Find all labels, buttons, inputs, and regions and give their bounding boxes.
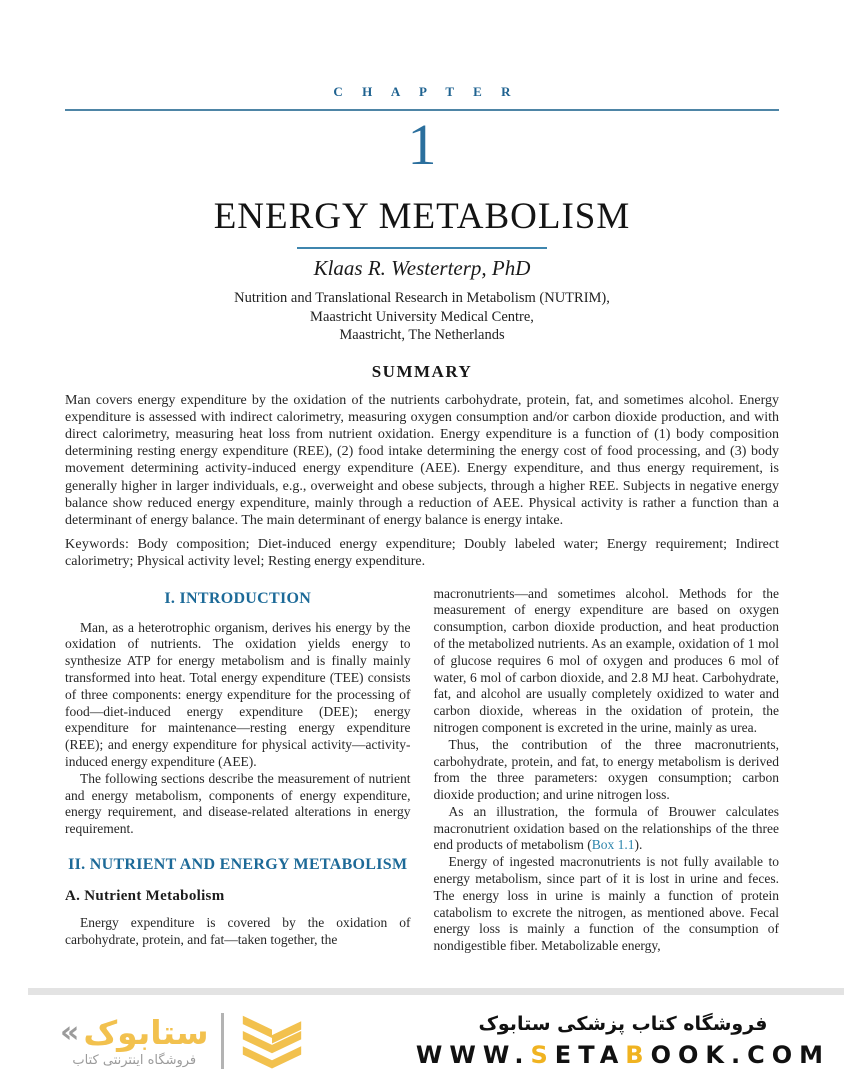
watermark-footer bbox=[0, 1002, 844, 1080]
section-heading-introduction: I. INTRODUCTION bbox=[164, 589, 312, 607]
url-part: WWW. bbox=[415, 1041, 531, 1069]
chapter-rule bbox=[65, 109, 779, 111]
chapter-label: C H A P T E R bbox=[333, 84, 519, 99]
box-1-1-link[interactable]: Box 1.1 bbox=[591, 837, 635, 853]
nutrient-paragraph-1: Energy expenditure is covered by the oxidation of carbohydrate, protein, and fat—taken together, the bbox=[65, 914, 411, 947]
setabook-logo-text bbox=[60, 1012, 209, 1068]
setabook-url-link[interactable] bbox=[416, 1041, 830, 1069]
setabook-wordmark-row bbox=[60, 1012, 209, 1052]
url-part: ETA bbox=[554, 1041, 626, 1069]
keywords-text: Body composition; Diet-induced energy expenditure; Doubly labeled water; Energy requirement; Indirect calorimetry; Physical activity level; Resting energy expenditure. bbox=[65, 537, 779, 570]
chapter-number: 1 bbox=[407, 112, 437, 177]
url-part-highlight: S bbox=[530, 1041, 555, 1069]
right-paragraph-3-end: ). bbox=[634, 837, 643, 853]
affiliation bbox=[65, 289, 779, 345]
page-content bbox=[65, 84, 779, 955]
summary-heading: SUMMARY bbox=[371, 361, 473, 381]
section-heading-nutrient-energy-metabolism: II. NUTRIENT AND ENERGY METABOLISM bbox=[68, 855, 408, 873]
right-paragraph-3-text: As an illustration, the formula of Brouwer calculates macronutrient oxidation based on the relationships of the three end products of metabolism ( bbox=[433, 803, 779, 853]
footer-store-info bbox=[416, 1013, 830, 1069]
affiliation-line: Nutrition and Translational Research in Metabolism (NUTRIM), bbox=[234, 290, 610, 306]
setabook-emblem-icon bbox=[236, 1006, 308, 1076]
url-part-highlight: B bbox=[625, 1041, 651, 1069]
intro-paragraph-1: Man, as a heterotrophic organism, derives his energy by the oxidation of nutrients. The oxidation yields energy to synthesize ATP for energy metabolism and is finally mainly transformed into heat. Total energy expenditure (TEE) consists of three components: energy expenditure for the processing of food—diet-induced energy expenditure (DEE); energy expenditure for maintenance—resting energy expenditure (REE); and energy expenditure for physical activity—activity-induced energy expenditure (AEE). bbox=[65, 619, 411, 769]
keywords-paragraph bbox=[65, 536, 779, 570]
right-paragraph-2: Thus, the contribution of the three macronutrients, carbohydrate, protein, and fat, to energy metabolism is derived from the three parameters: oxygen consumption; carbon dioxide production; and urine nitrogen loss. bbox=[433, 736, 779, 803]
title-underline-rule bbox=[297, 247, 547, 249]
setabook-logo[interactable] bbox=[60, 1006, 308, 1076]
page-title: ENERGY METABOLISM bbox=[213, 196, 631, 237]
logo-divider bbox=[221, 1013, 224, 1069]
right-paragraph-4: Energy of ingested macronutrients is not fully available to energy metabolism, since part of it is lost in urine and feces. The energy loss in urine is mainly a function of protein catabolism to excrete the nitrogen, as mentioned above. Fecal energy loss is mainly a function of the consumption of nondigestible fiber. Metabolizable energy, bbox=[433, 854, 779, 954]
right-paragraph-1: macronutrients—and sometimes alcohol. Methods for the measurement of energy expenditure are based on oxygen consumption, carbon dioxide production, and heat production of the metabolized nutrients. As an example, oxidation of 1 mol of glucose requires 6 mol of oxygen and produces 6 mol of water, 6 mol of carbon dioxide, and 2.8 MJ heat. Carbohydrate, fat, and alcohol are usually completely oxidized to water and carbon dioxide, whereas in the oxidation of protein, the nitrogen component is excreted in the urine, mainly as urea. bbox=[433, 585, 779, 735]
setabook-wordmark: ستابوک bbox=[83, 1012, 209, 1052]
store-name-farsi: فروشگاه کتاب پزشکی ستابوک bbox=[478, 1013, 768, 1035]
right-paragraph-3 bbox=[434, 804, 780, 854]
keywords-label: Keywords: bbox=[65, 537, 130, 553]
affiliation-line: Maastricht University Medical Centre, bbox=[310, 308, 534, 325]
url-part: OOK.COM bbox=[650, 1041, 830, 1069]
page-bottom-edge-shadow bbox=[28, 988, 844, 995]
intro-paragraph-2: The following sections describe the measurement of nutrient and energy metabolism, components of energy expenditure, energy requirement, and disease-related alterations in energy requirement. bbox=[65, 770, 411, 837]
author-name: Klaas R. Westerterp, PhD bbox=[313, 256, 531, 280]
right-column bbox=[434, 586, 780, 956]
left-column bbox=[65, 586, 411, 956]
summary-paragraph: Man covers energy expenditure by the oxidation of the nutrients carbohydrate, protein, fat, and sometimes alcohol. Energy expenditure is assessed with indirect calorimetry, measuring oxygen consumption and/or carbon dioxide production, and with direct calorimetry, measuring heat loss from nutrient oxidation. Energy expenditure is a function of (1) body composition determining resting energy expenditure (REE), (2) food intake determining the energy cost of food processing, and (3) body movement determining activity-induced energy expenditure (AEE). Energy expenditure, and thus energy requirement, is generally higher in larger individuals, e.g., overweight and obese subjects, through a higher REE. Subjects in negative energy balance show reduced energy expenditure, mainly through a reduction of AEE. Physical activity is rather a function than a determinant of energy balance. The main determinant of energy balance is energy intake. bbox=[65, 392, 779, 528]
two-column-body bbox=[65, 586, 779, 956]
subsection-heading-nutrient-metabolism: A. Nutrient Metabolism bbox=[65, 887, 225, 904]
setabook-tagline: فروشگاه اینترنتی کتاب bbox=[72, 1052, 197, 1068]
logo-chevron-icon: « bbox=[60, 1014, 80, 1050]
affiliation-line: Maastricht, The Netherlands bbox=[339, 327, 505, 343]
